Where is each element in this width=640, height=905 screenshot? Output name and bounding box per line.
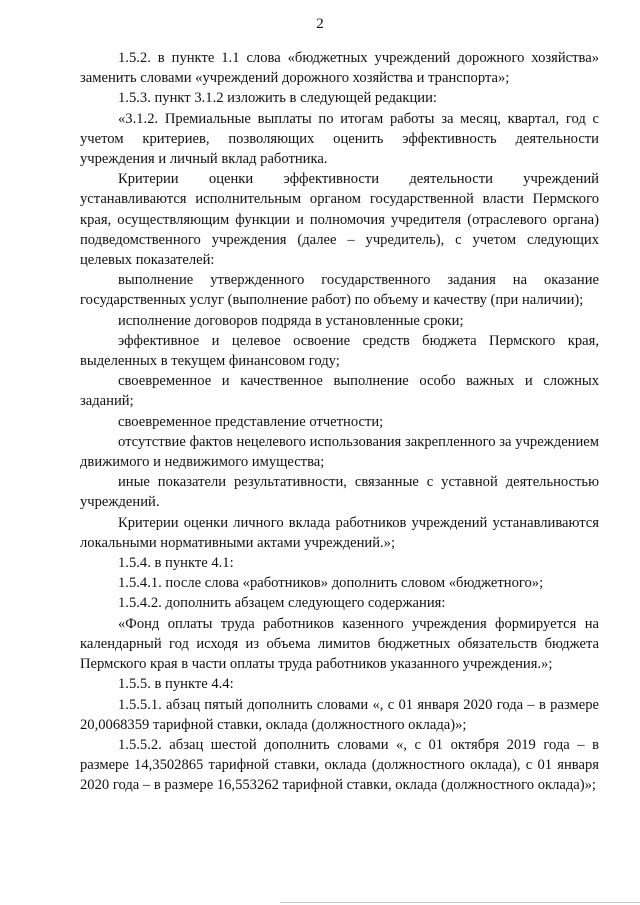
scan-edge-line xyxy=(280,902,640,903)
document-body xyxy=(80,48,599,796)
list-item-property: отсутствие фактов нецелевого использования закрепленного за учреждением движимого и недвижимого имущества; xyxy=(80,433,599,471)
paragraph-1-5-2: 1.5.2. в пункте 1.1 слова «бюджетных учреждений дорожного хозяйства» заменить словами «учреждений дорожного хозяйства и транспорта»; xyxy=(80,50,599,87)
paragraph-criteria-efficiency: Критерии оценки эффективности деятельности учреждений устанавливаются исполнительным органом государственной власти Пермского края, осуществляющим функции и полномочия учредителя (отраслевого органа) подведомственного учреждения (далее – учредитель), с учетом следующих целевых показателей: xyxy=(80,171,599,269)
list-item-budget-use: эффективное и целевое освоение средств бюджета Пермского края, выделенных в текущем финансовом году; xyxy=(80,332,599,370)
list-item-other-indicators: иные показатели результативности, связанные с уставной деятельностью учреждений. xyxy=(80,474,599,511)
paragraph-wage-fund: «Фонд оплаты труда работников казенного учреждения формируется на календарный год исходя из объема лимитов бюджетных обязательств бюджета Пермского края в части оплаты труда работников указанного учреждения.»; xyxy=(80,615,599,673)
list-item-state-assignment: выполнение утвержденного государственного задания на оказание государственных услуг (выполнение работ) по объему и качеству (при наличии); xyxy=(80,272,599,309)
list-item-reporting: своевременное представление отчетности; xyxy=(118,413,384,430)
paragraph-1-5-4: 1.5.4. в пункте 4.1: xyxy=(118,555,234,572)
list-item-contracts: исполнение договоров подряда в установленные сроки; xyxy=(118,312,464,329)
paragraph-1-5-4-2: 1.5.4.2. дополнить абзацем следующего содержания: xyxy=(118,595,446,612)
paragraph-1-5-5-2: 1.5.5.2. абзац шестой дополнить словами «, с 01 октября 2019 года – в размере 14,3502865 тарифной ставки, оклада (должностного оклада), с 01 января 2020 года – в размере 16,553262 тарифной ставки, оклада (должностного оклада)»; xyxy=(80,736,599,794)
paragraph-1-5-4-1: 1.5.4.1. после слова «работников» дополнить словом «бюджетного»; xyxy=(118,575,544,592)
paragraph-1-5-3: 1.5.3. пункт 3.1.2 изложить в следующей редакции: xyxy=(118,90,437,107)
paragraph-1-5-5: 1.5.5. в пункте 4.4: xyxy=(118,676,234,693)
paragraph-3-1-2: «3.1.2. Премиальные выплаты по итогам работы за месяц, квартал, год с учетом критериев, позволяющих оценить эффективность деятельности учреждения и личный вклад работника. xyxy=(80,110,599,168)
paragraph-1-5-5-1: 1.5.5.1. абзац пятый дополнить словами «, с 01 января 2020 года – в размере 20,0068359 тарифной ставки, оклада (должностного оклада)»; xyxy=(80,696,599,733)
paragraph-personal-contribution: Критерии оценки личного вклада работников учреждений устанавливаются локальными нормативными актами учреждений.»; xyxy=(80,514,599,551)
list-item-important-tasks: своевременное и качественное выполнение особо важных и сложных заданий; xyxy=(80,373,599,410)
page-number: 2 xyxy=(316,16,324,32)
